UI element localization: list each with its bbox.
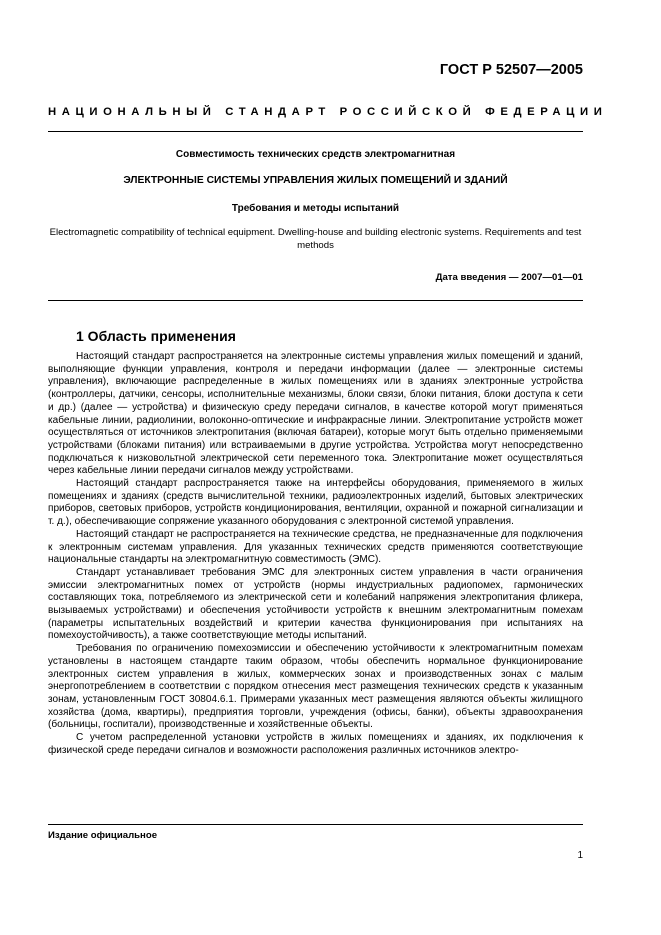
paragraph-1: Настоящий стандарт распространяется на электронные системы управления жилых помещений и зданий, выполняющие функции управления, контроля и передачи информации (далее — электронные системы управления), включающие распределенные в жилых помещениях или в зданиях электронные устройства (контроллеры, датчики, сенсоры, исполнительные механизмы, блоки связи, блоки питания, блоки доступа к сети и др.) (далее — устройства) и физическую среду передачи сигналов, в качестве которой могут применяться кабельные линии, радиолинии, волоконно-оптические и инфракрасные линии. Электропитание устройств может осуществляться от источников электропитания (включая батареи), которые могут быть отдельно применяемыми устройствами (блоками питания) или встраиваемыми в другие устройства. Устройства могут непосредственно подключаться к низковольтной электрической сети переменного тока. Электропитание может осуществляться через кабельные линии передачи сигналов между устройствами.: [48, 351, 583, 477]
paragraph-4: Стандарт устанавливает требования ЭМС для электронных систем управления в части ограничения эмиссии электромагнитных помех от устройств (нормы индустриальных радиопомех, гармонических составляющих тока, потребляемого из электрической сети и колебаний напряжения электропитания фликера, вызываемых устройствами) и обеспечения устойчивости устройств к внешним электромагнитным помехам (параметры испытательных воздействий и критерии качества функционирования при испытаниях на помехоустойчивость), а также соответствующие методы испытаний.: [48, 566, 583, 642]
paragraph-3: Настоящий стандарт не распространяется на технические средства, не предназначенные для подключения к электронным системам управления. Для указанных технических средств применяются соответствующие национальные стандарты на электромагнитную совместимость (ЭМС).: [48, 528, 583, 566]
edition-label: Издание официальное: [48, 830, 158, 841]
paragraph-2: Настоящий стандарт распространяется также на интерфейсы оборудования, применяемого в жилых помещениях и зданиях (средств вычислительной техники, радиоэлектронных изделий, бытовых электрических приборов, световых приборов, устройств кондиционирования, вентиляции, охранной и пожарной сигнализации и т. д.), обеспечивающие сопряжение указанного оборудования с электронной системой управления.: [48, 478, 583, 528]
footer-divider: [48, 824, 583, 825]
title-line-2: ЭЛЕКТРОННЫЕ СИСТЕМЫ УПРАВЛЕНИЯ ЖИЛЫХ ПОМЕЩЕНИЙ И ЗДАНИЙ: [123, 175, 508, 186]
introduction-date: Дата введения — 2007—01—01: [435, 272, 583, 283]
page-number: 1: [577, 850, 583, 861]
title-line-3: Требования и методы испытаний: [231, 203, 400, 214]
title-line-1: Совместимость технических средств электромагнитная: [175, 149, 456, 160]
paragraph-5: Требования по ограничению помехоэмиссии и обеспечению устойчивости к электромагнитным помехам установлены в настоящем стандарте таким образом, чтобы обеспечить нормальное функционирование электронных систем управления в жилых, коммерческих зонах и производственных зонах с малым энергопотреблением в соответствии с порядком отнесения мест размещения технических средств к указанным зонам, установленным ГОСТ 30804.6.1. Примерами указанных мест размещения являются объекты жилищного хозяйства (дома, квартиры), предприятия торговли, учреждения (офисы, банки), объекты здравоохранения (больницы, госпитали), производственные и хозяйственные объекты.: [48, 643, 583, 731]
document-number: ГОСТ Р 52507—2005: [439, 62, 583, 78]
section-body: [48, 351, 583, 758]
title-divider: [48, 300, 583, 301]
paragraph-6: С учетом распределенной установки устройств в жилых помещениях и зданиях, их подключения к физической среде передачи сигналов и возможности расположения различных источников электро-: [48, 732, 583, 756]
english-title: Electromagnetic compatibility of technical equipment. Dwelling-house and building electronic systems. Requirements and test methods: [49, 227, 582, 251]
header-divider: [48, 131, 583, 132]
standard-banner: НАЦИОНАЛЬНЫЙ СТАНДАРТ РОССИЙСКОЙ ФЕДЕРАЦИИ: [48, 106, 608, 118]
section-heading: 1 Область применения: [76, 328, 236, 344]
